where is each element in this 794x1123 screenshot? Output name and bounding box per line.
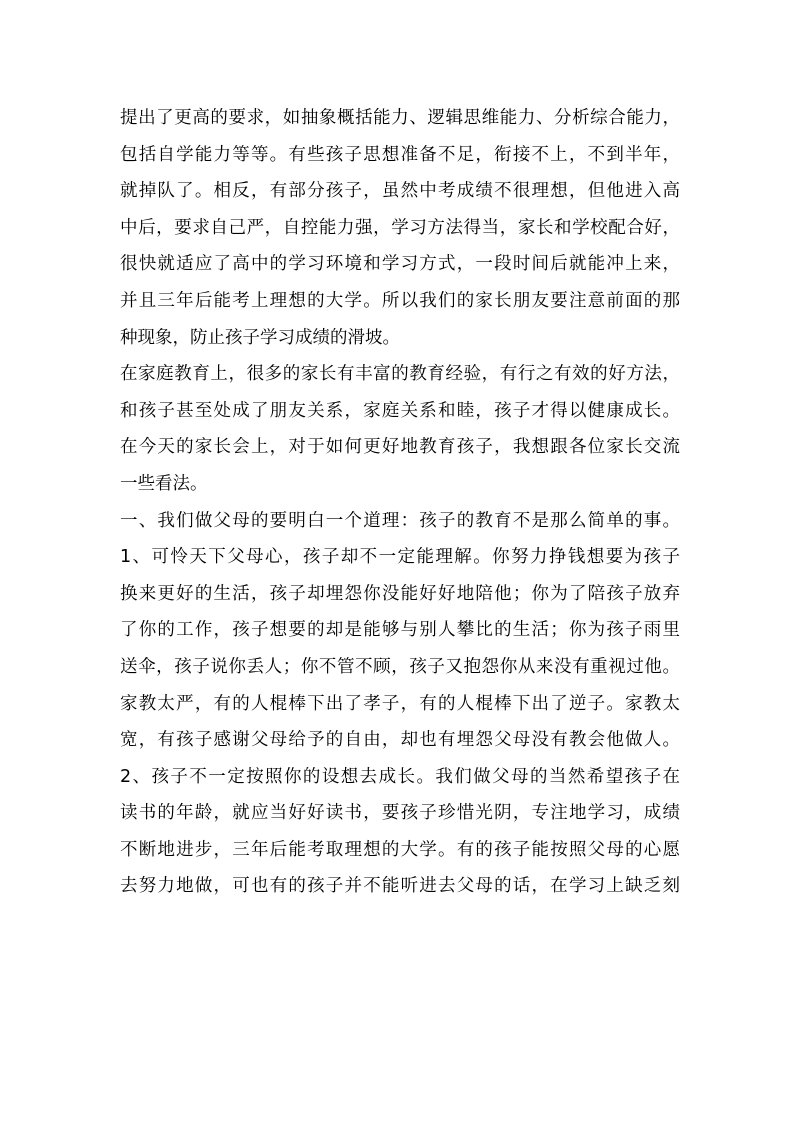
document-body bbox=[120, 100, 680, 905]
text-line: 2、孩子不一定按照你的设想去成长。我们做父母的当然希望孩子在 bbox=[120, 766, 680, 787]
text-line: 不断地进步，三年后能考取理想的大学。有的孩子能按照父母的心愿 bbox=[120, 839, 680, 860]
text-line: 在今天的家长会上，对于如何更好地教育孩子，我想跟各位家长交流 bbox=[120, 437, 680, 458]
text-line: 一、我们做父母的要明白一个道理：孩子的教育不是那么简单的事。 bbox=[120, 510, 680, 531]
text-line: 换来更好的生活，孩子却埋怨你没能好好地陪他；你为了陪孩子放弃 bbox=[120, 583, 680, 604]
text-line: 一些看法。 bbox=[120, 473, 208, 494]
text-line: 并且三年后能考上理想的大学。所以我们的家长朋友要注意前面的那 bbox=[120, 290, 680, 311]
text-line: 种现象，防止孩子学习成绩的滑坡。 bbox=[120, 327, 400, 348]
text-line: 很快就适应了高中的学习环境和学习方式，一段时间后就能冲上来， bbox=[120, 254, 680, 275]
text-line: 就掉队了。相反，有部分孩子，虽然中考成绩不很理想，但他进入高 bbox=[120, 181, 680, 202]
text-line: 送伞，孩子说你丢人；你不管不顾，孩子又抱怨你从来没有重视过他。 bbox=[120, 656, 680, 677]
text-line: 中后，要求自己严，自控能力强，学习方法得当，家长和学校配合好， bbox=[120, 217, 680, 238]
text-line: 了你的工作，孩子想要的却是能够与别人攀比的生活；你为孩子雨里 bbox=[120, 620, 680, 641]
text-line: 宽，有孩子感谢父母给予的自由，却也有埋怨父母没有教会他做人。 bbox=[120, 730, 680, 751]
text-line: 包括自学能力等等。有些孩子思想准备不足，衔接不上，不到半年， bbox=[120, 144, 680, 165]
text-line: 在家庭教育上，很多的家长有丰富的教育经验，有行之有效的好方法， bbox=[120, 364, 680, 385]
text-line: 和孩子甚至处成了朋友关系，家庭关系和睦，孩子才得以健康成长。 bbox=[120, 400, 680, 421]
text-line: 提出了更高的要求，如抽象概括能力、逻辑思维能力、分析综合能力， bbox=[120, 108, 680, 128]
text-line: 去努力地做，可也有的孩子并不能听进去父母的话，在学习上缺乏刻 bbox=[120, 876, 680, 897]
text-line: 1、可怜天下父母心，孩子却不一定能理解。你努力挣钱想要为孩子 bbox=[120, 547, 680, 568]
text-line: 读书的年龄，就应当好好读书，要孩子珍惜光阴，专注地学习，成绩 bbox=[120, 803, 680, 824]
text-line: 家教太严，有的人棍棒下出了孝子，有的人棍棒下出了逆子。家教太 bbox=[120, 693, 680, 714]
